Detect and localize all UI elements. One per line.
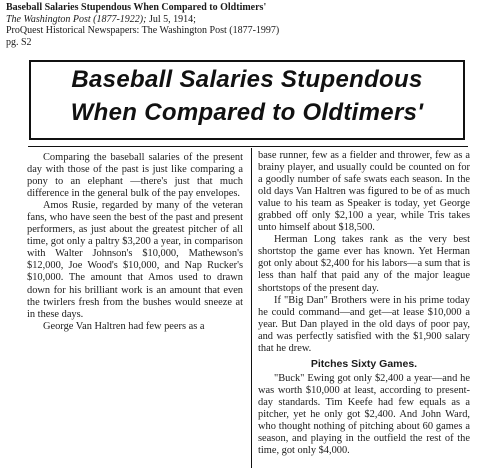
paragraph: Amos Rusie, regarded by many of the veteran fans, who have seen the best of the past and present performers, as just about the greatest pitcher of all time, got only a paltry $3,200 a year, in comparison with Walter Johnson's $10,000, Mathewson's $12,000, Joe Wood's $10,000, and Nap Rucker's $10,000. The amount that Amos used to drawn down for his brilliant work is an amount that even the twirlers fresh from the bushes would sneeze at in these days.: [27, 200, 243, 320]
citation-page: pg. S2: [6, 36, 32, 48]
paragraph: Comparing the baseball salaries of the present day with those of the past is just like comparing a pony to an elephant —there's just that much difference in the general bulk of the pay envelopes.: [27, 152, 243, 200]
headline-line-2: When Compared to Oldtimers': [70, 99, 424, 126]
citation-publication: The Washington Post (1877-1922);: [6, 13, 147, 25]
citation-title: Baseball Salaries Stupendous When Compared to Oldtimers': [6, 2, 267, 13]
paragraph: "Buck" Ewing got only $2,400 a year—and he was worth $10,000 at least, according to present-day standards. Tim Keefe had few equals as a pitcher, yet he only got $2,400. And John Ward, who thought nothing of pitching about 60 games a season, and playing in the outfield the rest of the time, got only $4,000.: [258, 372, 470, 457]
paragraph: base runner, few as a fielder and thrower, few as a brainy player, and usually could be counted on for a goodly number of safe swats each season. In the old days Van Haltren was figured to be of as much value to his team as Speaker is today, yet George grabbed off only $2,100 a year, while Tris takes unto himself about $18,500.: [258, 150, 470, 234]
citation-database: ProQuest Historical Newspapers: The Washington Post (1877-1997): [6, 25, 280, 36]
paragraph: Herman Long takes rank as the very best shortstop the game ever has known. Yet Herman got only about $2,400 for his labors—a sum that is less than half that paid any of the major league shortstops of the present day.: [258, 234, 470, 294]
rule-top: [28, 146, 468, 147]
article-column-right: [258, 150, 470, 457]
citation-date: Jul 5, 1914;: [146, 13, 196, 25]
subheading: Pitches Sixty Games.: [310, 357, 418, 370]
article-column-left: [27, 152, 243, 333]
column-rule: [251, 148, 252, 468]
citation-source: [6, 14, 490, 26]
headline-box: [29, 60, 465, 140]
headline-line-1: Baseball Salaries Stupendous: [71, 66, 423, 93]
citation-block: [6, 2, 490, 48]
paragraph: If "Big Dan" Brothers were in his prime today he could command—and get—at lease $10,000 a year. But Dan played in the old days of poor pay, and was perfectly satisfied with the $1,900 salary that he drew.: [258, 294, 470, 354]
paragraph: George Van Haltren had few peers as a: [43, 320, 205, 332]
